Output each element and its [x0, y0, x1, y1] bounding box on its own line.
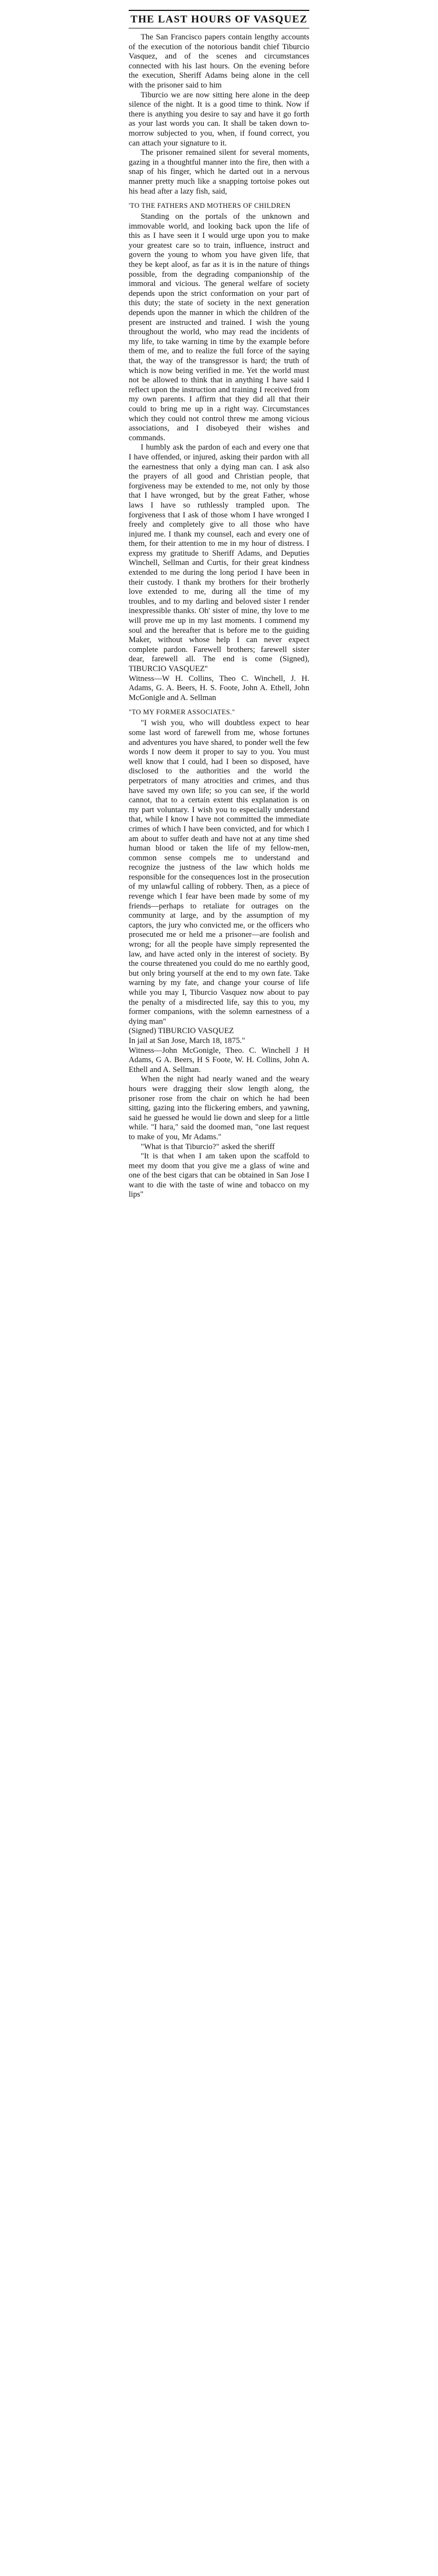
dateline-san-jose: In jail at San Jose, March 18, 1875."	[129, 1036, 245, 1045]
signature-two: (Signed) TIBURCIO VASQUEZ	[129, 1027, 234, 1036]
witness-list-two: Witness—John McGonigle, Theo. C. Winchell J H Adams, G A. Beers, H S Foote, W. H. Collins, John A. Ethell and A. Sellman.	[129, 1046, 309, 1074]
paragraph-sheriff-offer: Tiburcio we are now sitting here alone in the deep silence of the night. It is a good time to think. Now if there is anything you desire to say and have it go forth as your last words you can. It shall be taken down to-morrow subjected to you, when, if found correct, you can attach your signature to it.	[129, 90, 309, 148]
page-title: THE LAST HOURS OF VASQUEZ	[130, 14, 308, 25]
paragraph-address-to-parents: Standing on the portals of the unknown and immovable world, and looking back upon the life of this as I have seen it I would urge upon you to make your greatest care so to train, influence, instruct and govern the young to whom you have given life, that they be kept aloof, as far as it is in the nature of things possible, from the degrading companionship of the immoral and vicious. The general welfare of society depends upon the strict conformation on your part of this duty; the state of society in the next generation depends upon the manner in which the children of the present are instructed and trained. I wish the young throughout the world, who may read the incidents of my life, to take warning in time by the example before them of me, and to realize the full force of the saying that, the way of the transgressor is hard; the truth of which is now being verified in me. Yet the world must not be allowed to think that in anything I have said I reflect upon the instruction and training I received from my own parents. I affirm that they did all that their could to bring me up in a right way. Circumstances which they could not control threw me among vicious associations, and I disobeyed their wishes and commands.	[129, 212, 309, 442]
section-heading-fathers-mothers: 'TO THE FATHERS AND MOTHERS OF CHILDREN	[129, 202, 291, 210]
top-rule	[129, 10, 309, 11]
witness-list-one: Witness—W H. Collins, Theo C. Winchell, J. H. Adams, G. A. Beers, H. S. Foote, John A. Ethell, John McGonigle and A. Sellman	[129, 674, 309, 702]
paragraph-prisoner-silence: The prisoner remained silent for several moments, gazing in a thoughtful manner into the fire, then with a snap of his finger, which he darted out in a nervous manner pretty much like a snapping tortoise pokes out his head after a lazy fish, said,	[129, 148, 309, 196]
paragraph-last-request: "It is that when I am taken upon the scaffold to meet my doom that you give me a glass of wine and one of the best cigars that can be obtained in San Jose I want to die with the taste of wine and tobacco on my lips"	[129, 1152, 309, 1199]
article-column	[129, 10, 309, 1200]
lead-paragraph: The San Francisco papers contain lengthy accounts of the execution of the notorious bandit chief Tiburcio Vasquez, and of the scenes and circumstances connected with his last hours. On the evening before the execution, Sheriff Adams being alone in the cell with the prisoner said to him	[129, 33, 309, 90]
section-heading-former-associates: "TO MY FORMER ASSOCIATES."	[129, 708, 235, 716]
paragraph-final-night: When the night had nearly waned and the weary hours were dragging their slow length along, the prisoner rose from the chair on which he had been sitting, gazing into the flickering embers, and yawning, said he guessed he would lie down and sleep for a little while. "I hara," said the doomed man, "one last request to make of you, Mr Adams."	[129, 1075, 309, 1141]
paragraph-sheriff-question: "What is that Tiburcio?" asked the sheriff	[141, 1142, 275, 1151]
paragraph-address-to-associates: "I wish you, who will doubtless expect to hear some last word of farewell from me, whose fortunes and adventures you have shared, to ponder well the few words I now deem it proper to say to you. You must well know that I could, had I been so disposed, have disclosed to the authorities and the world the perpetrators of many atrocities and crimes, and thus have saved my own life; so you can see, if the world cannot, that to a certain extent this explanation is on my part voluntary. I wish you to especially understand that, while I know I have not committed the immediate crimes of which I have been convicted, and for which I am about to suffer death and have not at any time shed human blood or taken the life of my fellow-men, common sense compels me to understand and recognize the justness of the law which holds me responsible for the consequences lost in the prosecution of my unlawful calling of robbery. Then, as a piece of revenge which I fear have been made by some of my friends—perhaps to retaliate for outrages on the community at large, and by the assumption of my captors, the jury who convicted me, or the officers who prosecuted me or held me a prisoner—are foolish and wrong; for all the people have simply represented the law, and have acted only in the interest of society. By the course threatened you could do me no earthly good, but only bring yourself at the end to my own fate. Take warning by my fate, and change your course of life while you may I, Tiburcio Vasquez now about to pay the penalty of a misdirected life, say this to you, my former companions, with the solemn earnestness of a dying man"	[129, 719, 309, 1026]
paragraph-pardon-and-farewell: I humbly ask the pardon of each and every one that I have offended, or injured, asking their pardon with all the earnestness that only a dying man can. I ask also the prayers of all good and Christian people, that forgiveness may be extended to me, not only by those that I have wronged, but by the great Father, whose laws I have so ruthlessly trampled upon. The forgiveness that I ask of those whom I have wronged I freely and completely give to all those who have injured me. I thank my counsel, each and every one of them, for their attention to me in my hour of distress. I express my gratitude to Sheriff Adams, and Deputies Winchell, Sellman and Curtis, for their great kindness extended to me during the long period I have been in their custody. I thank my brothers for their brotherly love extended to me, during all the time of my troubles, and to my darling and beloved sister I render inexpressible thanks. Oh' sister of mine, thy love to me will prove me up in my last moments. I commend my soul and the hereafter that is before me to the guiding Maker, without whose help I can never expect complete pardon. Farewell brothers; farewell sister dear, farewell all. The end is come (Signed), TIBURCIO VASQUEZ''	[129, 443, 309, 673]
